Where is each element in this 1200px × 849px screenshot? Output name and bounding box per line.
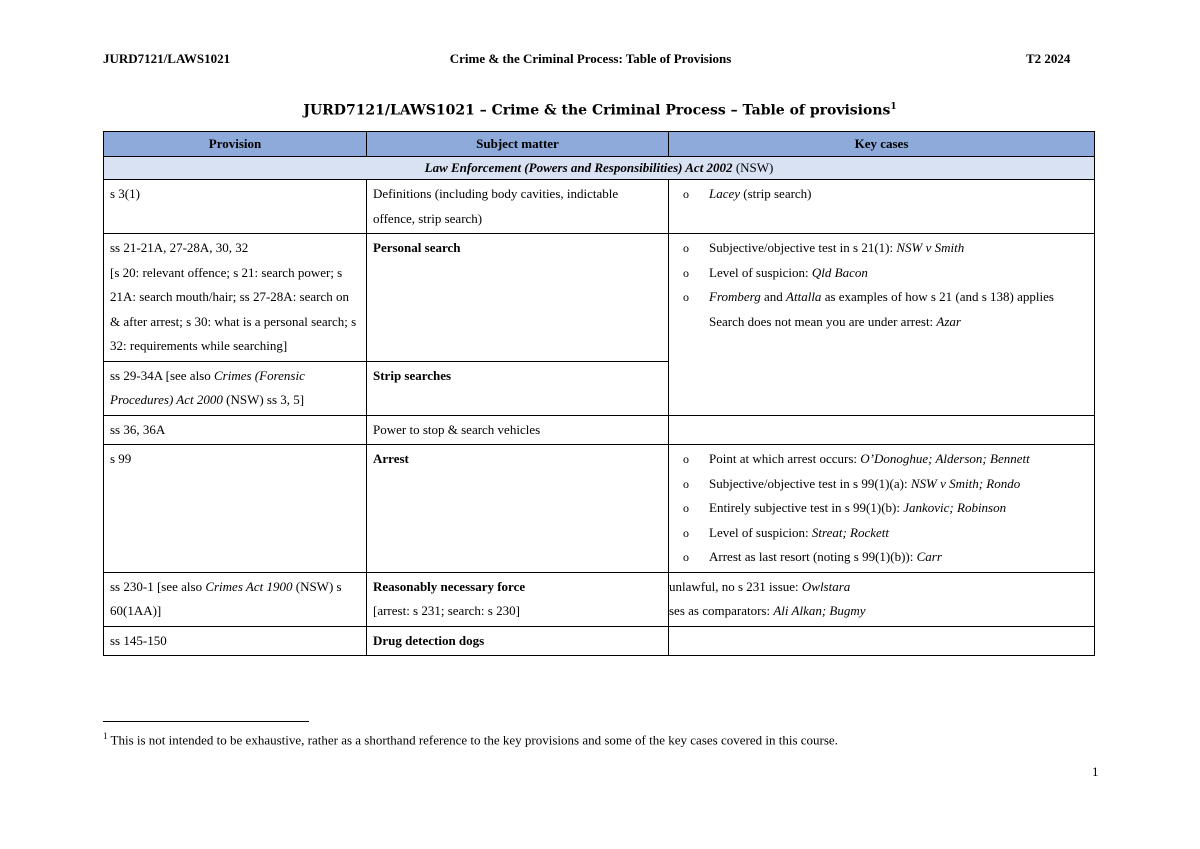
footnote (103, 731, 838, 748)
provision-cell: s 3(1) (104, 180, 367, 234)
list-item (675, 182, 1088, 207)
provision-text: ss 29-34A [see also (110, 367, 214, 383)
header-term: T2 2024 (1026, 51, 1071, 66)
provision-cell: s 99 (104, 445, 367, 573)
subject-cell: Definitions (including body cavities, indictable offence, strip search) (367, 180, 669, 234)
provision-cell (104, 572, 367, 626)
case-name: Owlstara (801, 578, 851, 594)
case-name: Jankovic; Robinson (903, 500, 1007, 515)
subject-heading: Strip searches (373, 367, 452, 383)
case-name: Streat; Rockett (811, 524, 890, 540)
column-header-cases: Key cases (669, 132, 1095, 157)
cases-cell (669, 180, 1095, 234)
list-item (675, 545, 1088, 570)
provision-cell (104, 361, 367, 415)
footnote-ref[interactable]: 1 (890, 102, 897, 112)
list-item (675, 310, 1088, 335)
case-text: Level of suspicion: (709, 264, 812, 280)
column-header-subject: Subject matter (367, 132, 669, 157)
case-name: Azar (936, 313, 961, 329)
list-item (675, 236, 1088, 261)
table-row (104, 415, 1095, 445)
section-jurisdiction: (NSW) (732, 160, 774, 175)
table-header-row (104, 132, 1095, 157)
subject-heading: Drug detection dogs (373, 632, 485, 648)
section-heading (104, 157, 1095, 180)
table-row (104, 445, 1095, 573)
case-text: Subjective/objective test in s 99(1)(a): (709, 475, 911, 491)
cases-cell (669, 445, 1095, 573)
provision-cell (104, 234, 367, 362)
provision-act: Crimes Act 1900 (205, 578, 293, 594)
footnote-marker: 1 (103, 731, 108, 741)
case-name: Lacey (709, 186, 741, 201)
case-name: NSW v Smith; Rondo (910, 475, 1021, 491)
subject-cell (367, 445, 669, 573)
provision-note: [s 20: relevant offence; s 21: search power; s 21A: search mouth/hair; ss 27-28A: search on & after arrest; s 30: what is a personal search; s 32: requirements while searching] (110, 264, 357, 353)
provision-sections: ss 21-21A, 27-28A, 30, 32 (110, 240, 249, 255)
case-text: as examples of how s 21 (and s 138) applies (821, 289, 1054, 304)
table-row (104, 180, 1095, 234)
document-title (0, 102, 1200, 119)
document-title-text: JURD7121/LAWS1021 – Crime & the Criminal Process – Table of provisions (303, 102, 891, 119)
subject-cell (367, 626, 669, 656)
list-item (675, 472, 1088, 497)
cases-list (675, 182, 1088, 207)
case-text: Arrest as last resort (noting s 99(1)(b)): (709, 549, 917, 564)
case-text: ses as comparators: (669, 603, 774, 618)
case-name: Ali Alkan; Bugmy (773, 603, 866, 618)
subject-cell (367, 234, 669, 362)
case-text: and (760, 289, 787, 304)
case-text: Search does not mean you are under arrest: (709, 313, 937, 329)
clipped-case-line (669, 575, 1088, 600)
provision-cell: ss 145-150 (104, 626, 367, 656)
provision-text: (NSW) ss 3, 5] (222, 392, 305, 407)
header-course-code: JURD7121/LAWS1021 (103, 51, 231, 66)
provision-act: Crimes (Forensic Procedures) Act 2000 (110, 367, 305, 407)
clipped-case-line (669, 599, 1088, 624)
table-row (104, 626, 1095, 656)
cases-list (675, 236, 1088, 334)
section-act-name: Law Enforcement (Powers and Responsibilities) Act 2002 (424, 160, 733, 175)
list-item (675, 521, 1088, 546)
provision-text: ss 230-1 [see also (110, 578, 206, 594)
subject-cell: Power to stop & search vehicles (367, 415, 669, 445)
table-row (104, 572, 1095, 626)
list-item (675, 496, 1088, 521)
case-name: Qld Bacon (811, 264, 868, 280)
column-header-provision: Provision (104, 132, 367, 157)
subject-heading: Arrest (373, 451, 409, 466)
list-item (675, 447, 1088, 472)
subject-cell (367, 361, 669, 415)
case-text: Point at which arrest occurs: (709, 451, 861, 466)
provisions-table (103, 131, 1095, 656)
case-note: (strip search) (740, 186, 812, 201)
subject-heading: Personal search (373, 240, 461, 255)
cases-list (675, 447, 1088, 570)
subject-heading: Reasonably necessary force (373, 578, 526, 594)
subject-cell (367, 572, 669, 626)
case-text: Entirely subjective test in s 99(1)(b): (709, 500, 904, 515)
case-name: NSW v Smith (896, 240, 965, 255)
case-name: Fromberg (709, 289, 761, 304)
list-item (675, 285, 1088, 310)
footnote-text: This is not intended to be exhaustive, rather as a shorthand reference to the key provisions and some of the key cases covered in this course. (107, 732, 838, 748)
section-row (104, 157, 1095, 180)
provision-text: (NSW) s 60(1AA)] (110, 578, 342, 618)
cases-cell (669, 415, 1095, 445)
provision-cell: ss 36, 36A (104, 415, 367, 445)
case-text: Subjective/objective test in s 21(1): (709, 240, 897, 255)
case-name: Attalla (786, 289, 822, 304)
cases-cell (669, 572, 1095, 626)
case-name: Carr (916, 549, 942, 564)
subject-note: [arrest: s 231; search: s 230] (373, 603, 520, 618)
header-title: Crime & the Criminal Process: Table of Provisions (449, 51, 732, 66)
table-row (104, 234, 1095, 362)
case-name: O’Donoghue; Alderson; Bennett (860, 451, 1030, 466)
case-text: unlawful, no s 231 issue: (669, 578, 802, 594)
list-item (675, 261, 1088, 286)
cases-cell (669, 234, 1095, 416)
case-text: Level of suspicion: (709, 524, 812, 540)
page-number: 1 (1092, 764, 1099, 779)
footnote-separator (103, 721, 309, 722)
cases-cell (669, 626, 1095, 656)
